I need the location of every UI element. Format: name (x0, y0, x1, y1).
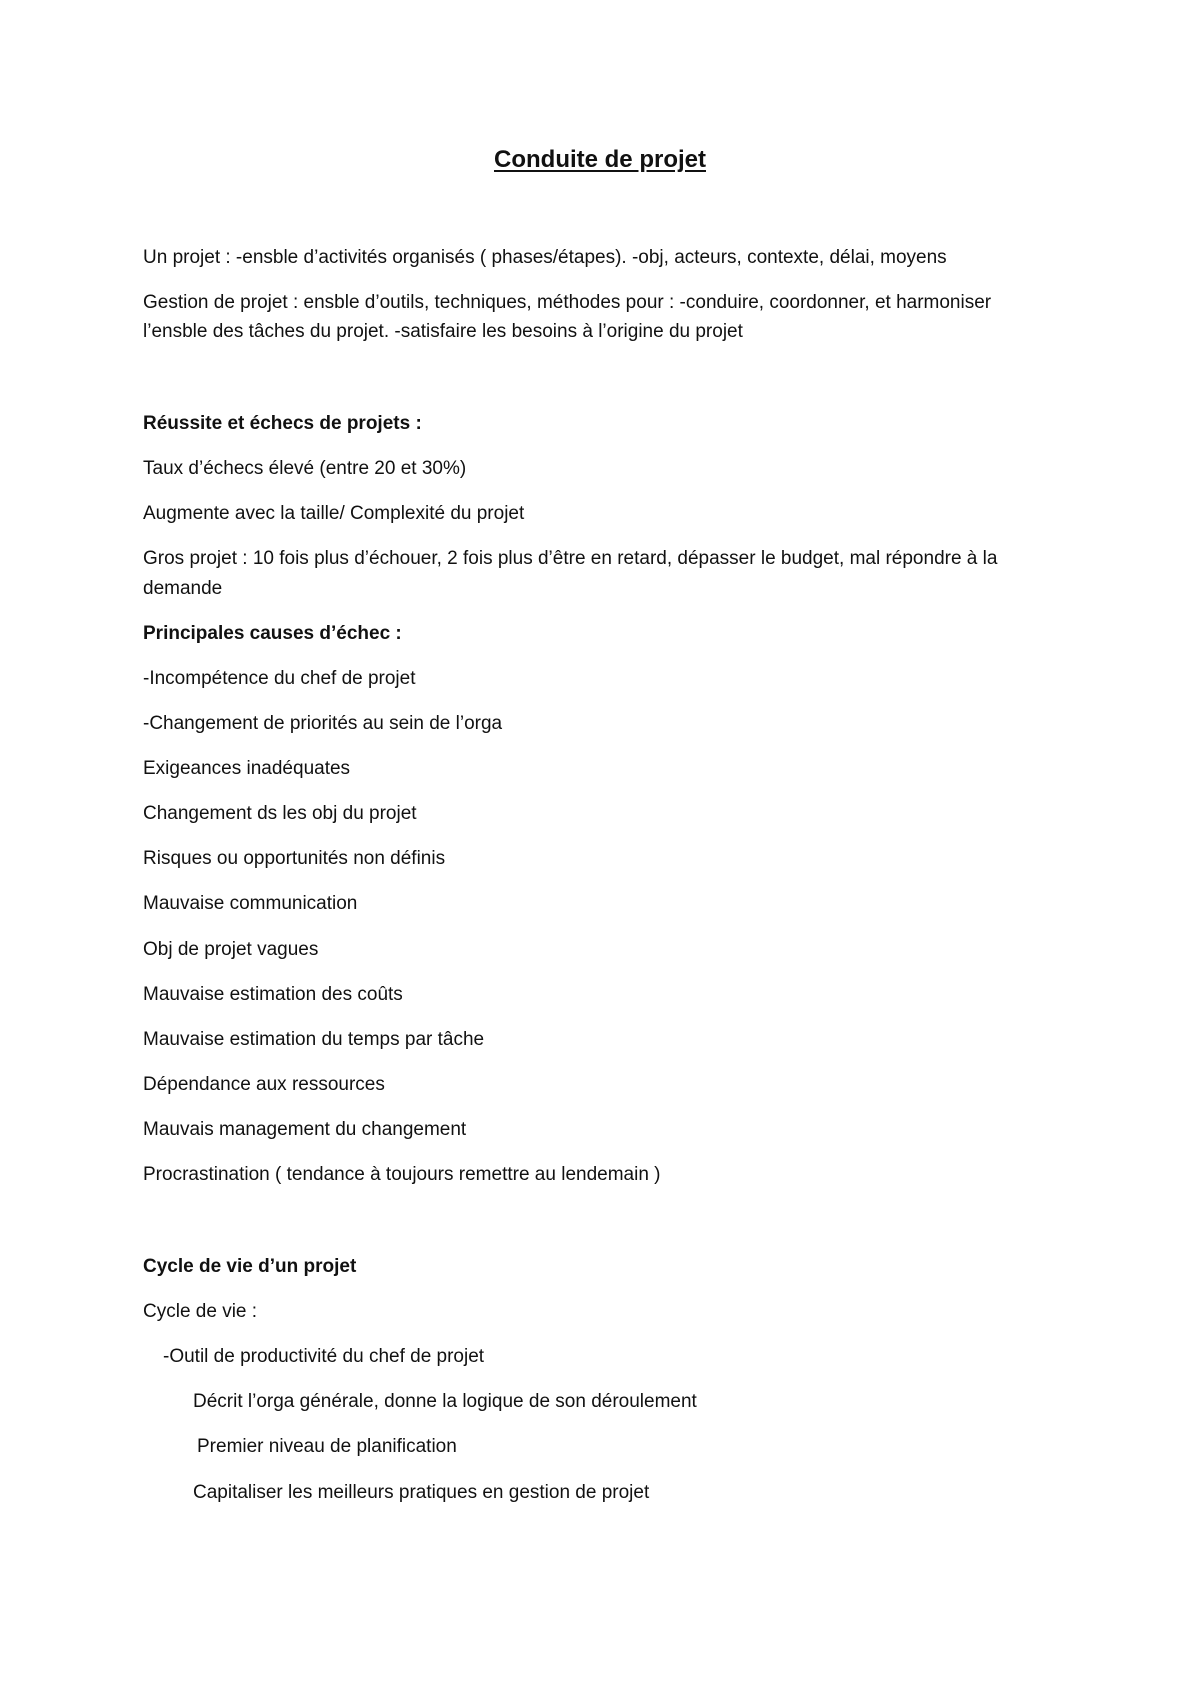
cycle-subheading: Cycle de vie : (143, 1301, 258, 1322)
cycle-heading: Cycle de vie d’un projet (143, 1256, 357, 1277)
reussite-heading: Réussite et échecs de projets : (143, 413, 422, 434)
cycle-premier-item: Premier niveau de planification (197, 1436, 457, 1457)
gestion-definition-line1: Gestion de projet : ensble d’outils, techniques, méthodes pour : -conduire, coordonner, et harmoniser (143, 292, 992, 313)
cause-item: Mauvaise communication (143, 893, 358, 914)
cause-item: -Changement de priorités au sein de l’orga (143, 713, 503, 734)
cause-item: -Incompétence du chef de projet (143, 668, 416, 689)
cause-item: Exigeances inadéquates (143, 758, 351, 779)
cycle-decrit-item: Décrit l’orga générale, donne la logique de son déroulement (193, 1391, 697, 1412)
causes-heading: Principales causes d’échec : (143, 623, 402, 644)
cycle-capitaliser-item: Capitaliser les meilleurs pratiques en gestion de projet (193, 1482, 650, 1503)
gestion-definition-line2: l’ensble des tâches du projet. -satisfaire les besoins à l’origine du projet (143, 321, 743, 342)
projet-definition: Un projet : -ensble d’activités organisés ( phases/étapes). -obj, acteurs, contexte, délai, moyens (143, 247, 947, 268)
gros-projet-line2: demande (143, 578, 223, 599)
cause-item: Changement ds les obj du projet (143, 803, 417, 824)
taux-echecs-text: Taux d’échecs élevé (entre 20 et 30%) (143, 458, 467, 479)
cause-item: Dépendance aux ressources (143, 1074, 385, 1095)
cause-item: Obj de projet vagues (143, 939, 319, 960)
cause-item: Mauvaise estimation du temps par tâche (143, 1029, 485, 1050)
cause-item: Risques ou opportunités non définis (143, 848, 446, 869)
cause-item: Mauvais management du changement (143, 1119, 467, 1140)
document-title: Conduite de projet (494, 146, 706, 173)
cycle-outil-item: -Outil de productivité du chef de projet (163, 1346, 485, 1367)
cause-item: Mauvaise estimation des coûts (143, 984, 403, 1005)
augmente-text: Augmente avec la taille/ Complexité du projet (143, 503, 525, 524)
cause-item: Procrastination ( tendance à toujours remettre au lendemain ) (143, 1164, 661, 1185)
gros-projet-line1: Gros projet : 10 fois plus d’échouer, 2 fois plus d’être en retard, dépasser le budget, mal répondre à la (143, 548, 998, 569)
